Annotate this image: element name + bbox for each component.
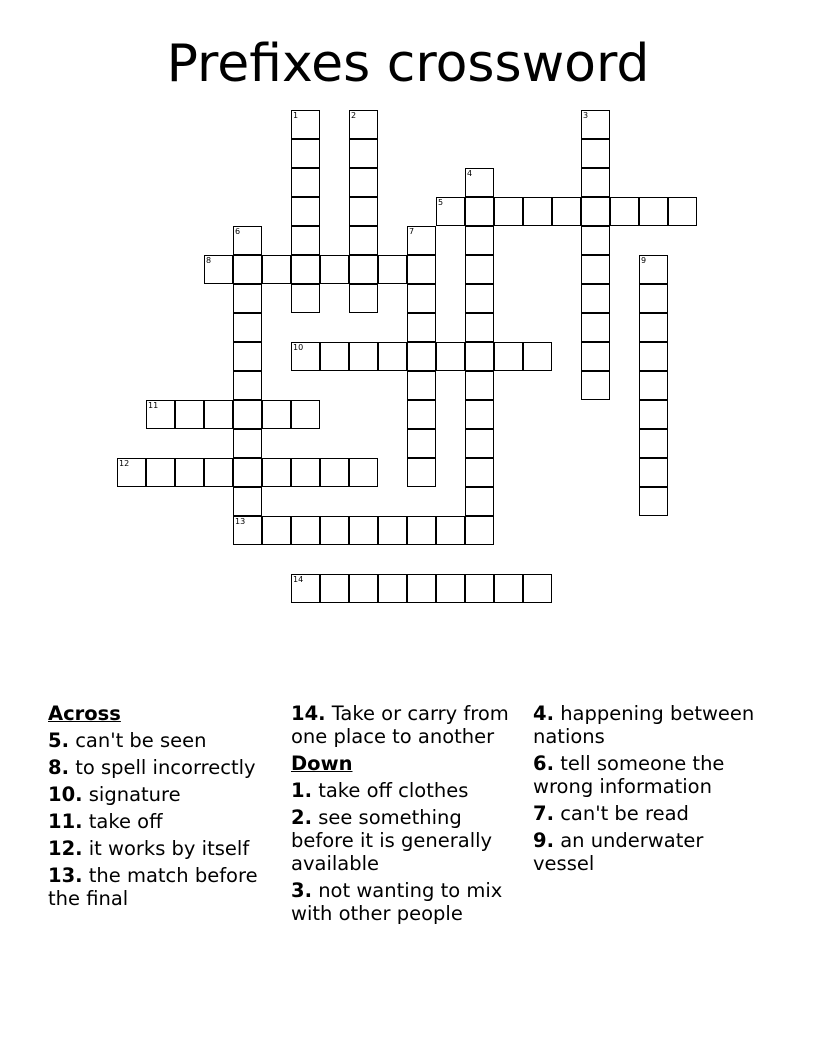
- grid-cell[interactable]: [349, 255, 378, 284]
- clue-number: 4: [467, 169, 473, 178]
- grid-cell[interactable]: [233, 255, 262, 284]
- grid-cell[interactable]: [262, 400, 291, 429]
- grid-cell[interactable]: [233, 371, 262, 400]
- grid-cell[interactable]: [320, 458, 349, 487]
- clue-number: 1: [293, 111, 299, 120]
- grid-cell[interactable]: [523, 197, 552, 226]
- grid-cell[interactable]: [494, 574, 523, 603]
- grid-cell[interactable]: [523, 342, 552, 371]
- grid-cell[interactable]: [291, 168, 320, 197]
- clue-number: 12: [119, 459, 130, 468]
- grid-cell[interactable]: [320, 342, 349, 371]
- grid-cell[interactable]: [320, 516, 349, 545]
- grid-cell[interactable]: [465, 574, 494, 603]
- grid-cell[interactable]: [465, 197, 494, 226]
- clues-column-1: [48, 702, 284, 914]
- grid-cell[interactable]: [465, 458, 494, 487]
- across-heading: Across: [48, 702, 121, 725]
- clue-across-12: 12. it works by itself: [48, 837, 250, 860]
- clue-down-7: 7. can't be read: [533, 802, 689, 825]
- grid-cell[interactable]: [291, 342, 320, 371]
- grid-cell[interactable]: [291, 400, 320, 429]
- grid-cell[interactable]: [581, 255, 610, 284]
- grid-cell[interactable]: [291, 255, 320, 284]
- clue-number: 6: [235, 227, 241, 236]
- grid-cell[interactable]: [349, 284, 378, 313]
- clues-column-2: [291, 702, 527, 929]
- grid-cell[interactable]: [204, 255, 233, 284]
- grid-cell[interactable]: [465, 516, 494, 545]
- grid-cell[interactable]: [175, 458, 204, 487]
- clue-across-10: 10. signature: [48, 783, 181, 806]
- grid-cell[interactable]: [639, 429, 668, 458]
- grid-cell[interactable]: [639, 371, 668, 400]
- grid-cell[interactable]: [639, 400, 668, 429]
- clue-number: 13: [235, 517, 246, 526]
- clue-across-14: 14. Take or carry from one place to another: [291, 702, 509, 748]
- page-title: Prefixes crossword: [166, 34, 650, 94]
- grid-cell[interactable]: [204, 400, 233, 429]
- grid-cell[interactable]: [349, 226, 378, 255]
- grid-cell[interactable]: [175, 400, 204, 429]
- grid-cell[interactable]: [349, 110, 378, 139]
- grid-cell[interactable]: [233, 458, 262, 487]
- clue-number: 14: [293, 575, 304, 584]
- grid-cell[interactable]: [233, 313, 262, 342]
- grid-cell[interactable]: [581, 284, 610, 313]
- clue-across-11: 11. take off: [48, 810, 163, 833]
- grid-cell[interactable]: [465, 226, 494, 255]
- grid-cell[interactable]: [291, 139, 320, 168]
- grid-cell[interactable]: [407, 371, 436, 400]
- grid-cell[interactable]: [407, 226, 436, 255]
- clue-across-5: 5. can't be seen: [48, 729, 207, 752]
- grid-cell[interactable]: [436, 342, 465, 371]
- grid-cell[interactable]: [233, 284, 262, 313]
- clue-number: 3: [583, 111, 589, 120]
- grid-cell[interactable]: [523, 574, 552, 603]
- clue-number: 11: [148, 401, 159, 410]
- grid-cell[interactable]: [291, 516, 320, 545]
- clue-down-6: 6. tell someone the wrong information: [533, 752, 725, 798]
- clues-column-3: [533, 702, 769, 879]
- grid-cell[interactable]: [407, 342, 436, 371]
- grid-cell[interactable]: [581, 313, 610, 342]
- grid-cell[interactable]: [349, 168, 378, 197]
- grid-cell[interactable]: [233, 516, 262, 545]
- grid-cell[interactable]: [407, 313, 436, 342]
- grid-cell[interactable]: [465, 429, 494, 458]
- grid-cell[interactable]: [291, 197, 320, 226]
- grid-cell[interactable]: [407, 429, 436, 458]
- grid-cell[interactable]: [349, 574, 378, 603]
- grid-cell[interactable]: [349, 197, 378, 226]
- grid-cell[interactable]: [436, 516, 465, 545]
- grid-cell[interactable]: [320, 574, 349, 603]
- grid-cell[interactable]: [320, 255, 349, 284]
- grid-cell[interactable]: [639, 313, 668, 342]
- clue-number: 7: [409, 227, 415, 236]
- grid-cell[interactable]: [233, 400, 262, 429]
- grid-cell[interactable]: [494, 342, 523, 371]
- grid-cell[interactable]: [668, 197, 697, 226]
- grid-cell[interactable]: [407, 255, 436, 284]
- grid-cell[interactable]: [465, 168, 494, 197]
- grid-cell[interactable]: [291, 226, 320, 255]
- grid-cell[interactable]: [262, 458, 291, 487]
- grid-cell[interactable]: [349, 342, 378, 371]
- grid-cell[interactable]: [378, 574, 407, 603]
- grid-cell[interactable]: [639, 458, 668, 487]
- grid-cell[interactable]: [581, 197, 610, 226]
- clue-down-9: 9. an underwater vessel: [533, 829, 704, 875]
- grid-cell[interactable]: [262, 255, 291, 284]
- grid-cell[interactable]: [407, 574, 436, 603]
- grid-cell[interactable]: [378, 342, 407, 371]
- grid-cell[interactable]: [639, 197, 668, 226]
- grid-cell[interactable]: [581, 371, 610, 400]
- grid-cell[interactable]: [465, 400, 494, 429]
- grid-cell[interactable]: [407, 458, 436, 487]
- grid-cell[interactable]: [639, 342, 668, 371]
- grid-cell[interactable]: [291, 574, 320, 603]
- grid-cell[interactable]: [552, 197, 581, 226]
- grid-cell[interactable]: [494, 197, 523, 226]
- grid-cell[interactable]: [465, 284, 494, 313]
- grid-cell[interactable]: [233, 226, 262, 255]
- grid-cell[interactable]: [233, 429, 262, 458]
- grid-cell[interactable]: [146, 400, 175, 429]
- clue-down-1: 1. take off clothes: [291, 779, 469, 802]
- clue-down-2: 2. see something before it is generally available: [291, 806, 493, 875]
- grid-cell[interactable]: [291, 110, 320, 139]
- grid-cell[interactable]: [639, 487, 668, 516]
- grid-cell[interactable]: [349, 458, 378, 487]
- grid-cell[interactable]: [465, 371, 494, 400]
- grid-cell[interactable]: [233, 487, 262, 516]
- down-heading: Down: [291, 752, 353, 775]
- grid-cell[interactable]: [436, 197, 465, 226]
- grid-cell[interactable]: [262, 516, 291, 545]
- clue-number: 8: [206, 256, 212, 265]
- clue-number: 9: [641, 256, 647, 265]
- clue-down-4: 4. happening between nations: [533, 702, 755, 748]
- clue-number: 5: [438, 198, 444, 207]
- grid-cell[interactable]: [581, 342, 610, 371]
- grid-cell[interactable]: [204, 458, 233, 487]
- grid-cell[interactable]: [291, 284, 320, 313]
- grid-cell[interactable]: [465, 313, 494, 342]
- grid-cell[interactable]: [407, 400, 436, 429]
- grid-cell[interactable]: [581, 168, 610, 197]
- clue-across-13: 13. the match before the final: [48, 864, 258, 910]
- clue-down-3: 3. not wanting to mix with other people: [291, 879, 503, 925]
- clue-number: 2: [351, 111, 357, 120]
- clue-number: 10: [293, 343, 304, 352]
- grid-cell[interactable]: [407, 284, 436, 313]
- grid-cell[interactable]: [581, 110, 610, 139]
- clue-across-8: 8. to spell incorrectly: [48, 756, 256, 779]
- grid-cell[interactable]: [349, 516, 378, 545]
- grid-cell[interactable]: [610, 197, 639, 226]
- grid-cell[interactable]: [465, 487, 494, 516]
- grid-cell[interactable]: [378, 255, 407, 284]
- grid-cell[interactable]: [639, 255, 668, 284]
- grid-cell[interactable]: [378, 516, 407, 545]
- grid-cell[interactable]: [465, 255, 494, 284]
- grid-cell[interactable]: [465, 342, 494, 371]
- grid-cell[interactable]: [407, 516, 436, 545]
- grid-cell[interactable]: [233, 342, 262, 371]
- grid-cell[interactable]: [291, 458, 320, 487]
- grid-cell[interactable]: [117, 458, 146, 487]
- grid-cell[interactable]: [146, 458, 175, 487]
- grid-cell[interactable]: [581, 139, 610, 168]
- grid-cell[interactable]: [639, 284, 668, 313]
- grid-cell[interactable]: [436, 574, 465, 603]
- grid-cell[interactable]: [581, 226, 610, 255]
- grid-cell[interactable]: [349, 139, 378, 168]
